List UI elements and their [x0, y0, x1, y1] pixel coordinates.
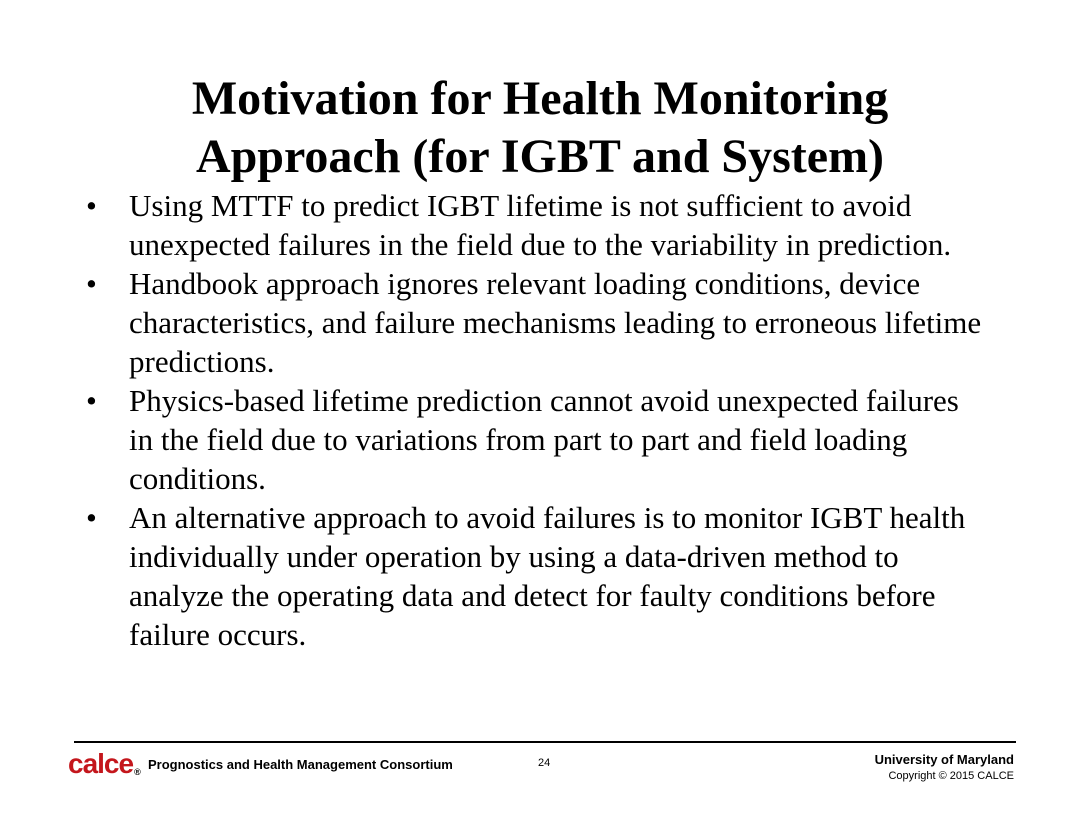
bullet-text: An alternative approach to avoid failures is to monitor IGBT health individually under operation by using a data-driven method to analyze the operating data and detect for faulty conditions before failure occurs. — [129, 500, 966, 652]
calce-logo — [68, 746, 140, 782]
university-name: University of Maryland — [874, 752, 1014, 767]
bullet-item — [86, 498, 986, 654]
bullet-item — [86, 264, 986, 381]
bullet-symbol: • — [86, 383, 97, 418]
university-block — [875, 752, 1014, 784]
slide-title-line-1: Motivation for Health Monitoring — [191, 72, 889, 125]
bullet-text: Physics-based lifetime prediction cannot avoid unexpected failures in the field due to variations from part to part and field loading conditions. — [129, 383, 959, 496]
page-number: 24 — [538, 757, 551, 769]
bullet-symbol: • — [86, 188, 97, 223]
bullet-item — [86, 186, 986, 264]
copyright-notice: Copyright © 2015 CALCE — [888, 770, 1014, 782]
registered-mark: ® — [134, 767, 140, 777]
slide-title — [0, 70, 1080, 186]
bullet-text: Using MTTF to predict IGBT lifetime is not sufficient to avoid unexpected failures in the field due to the variability in prediction. — [129, 188, 952, 262]
bullet-symbol: • — [86, 266, 97, 301]
bullet-text: Handbook approach ignores relevant loading conditions, device characteristics, and failure mechanisms leading to erroneous lifetime predictions. — [129, 266, 982, 379]
bullet-list — [86, 186, 986, 654]
consortium-name: Prognostics and Health Management Consortium — [148, 757, 453, 772]
bullet-symbol: • — [86, 500, 97, 535]
slide-title-line-2: Approach (for IGBT and System) — [195, 130, 885, 183]
bullet-item — [86, 381, 986, 498]
footer-divider — [74, 741, 1016, 743]
calce-logo-text: calce — [68, 748, 134, 779]
